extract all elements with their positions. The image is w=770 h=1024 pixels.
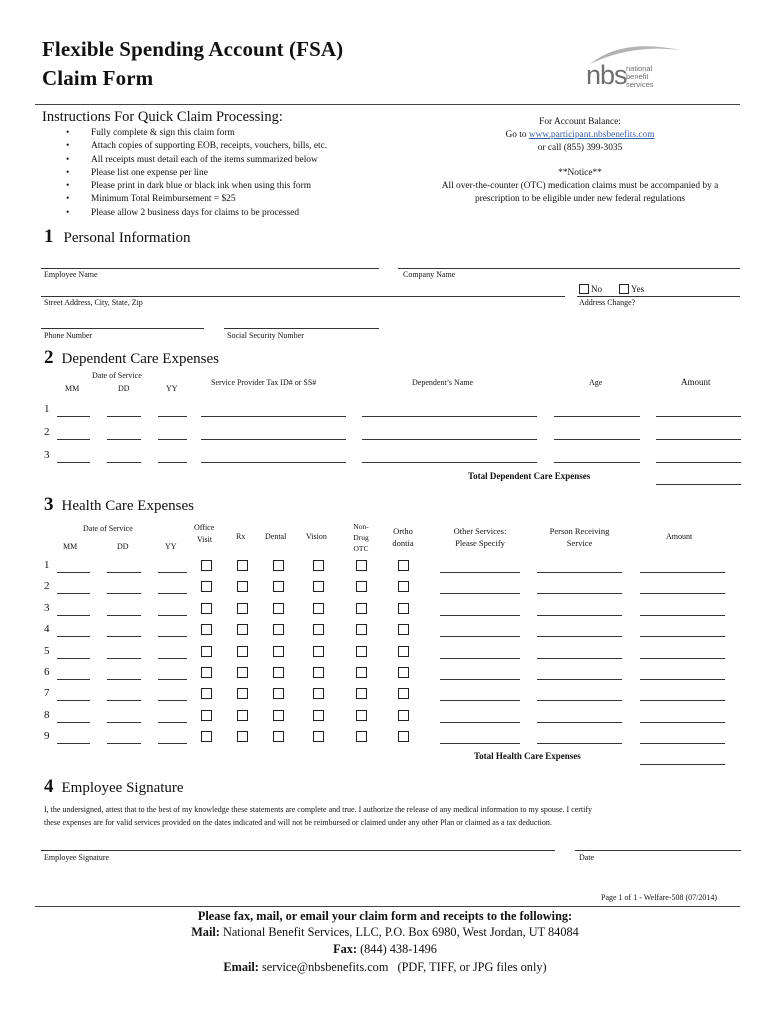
hc-amount-field[interactable] <box>640 615 725 616</box>
dep-yy-field[interactable] <box>158 439 187 440</box>
hc-person-receiving-label: Person Receiving <box>549 526 610 536</box>
hc-vision-checkbox[interactable] <box>313 603 324 614</box>
participant-portal-link[interactable]: www.participant.nbsbenefits.com <box>528 130 655 140</box>
instruction-item: • Attach copies of supporting EOB, receipts, vouchers, bills, etc. <box>62 140 327 153</box>
hc-amount-field[interactable] <box>640 593 725 594</box>
hc-amount-field[interactable] <box>640 679 725 680</box>
hc-amount-field[interactable] <box>640 658 725 659</box>
dep-age-field[interactable] <box>554 439 640 440</box>
hc-mm-field[interactable] <box>57 743 90 744</box>
dep-yy-field[interactable] <box>158 462 187 463</box>
hc-other-services-field[interactable] <box>440 722 520 723</box>
hc-person-receiving-field[interactable] <box>537 679 622 680</box>
row-number: 2 <box>44 580 50 593</box>
hc-person-receiving-field[interactable] <box>537 615 622 616</box>
attestation-line-1: I, the undersigned, attest that to the best of my knowledge these statements are complete and true. I authorize the release of any medical information to my spouse. I certify <box>44 805 593 814</box>
notice-line-1: All over-the-counter (OTC) medication claims must be accompanied by a <box>441 181 719 191</box>
dep-yy-header: YY <box>166 384 178 393</box>
hc-yy-field[interactable] <box>158 700 187 701</box>
hc-rx-checkbox[interactable] <box>237 646 248 657</box>
total-health-care-label: Total Health Care Expenses <box>474 751 581 761</box>
hc-other-services-field[interactable] <box>440 700 520 701</box>
header-divider <box>35 104 740 105</box>
dep-provider-field[interactable] <box>201 462 346 463</box>
ssn-field[interactable] <box>224 328 379 329</box>
hc-rx-header: Rx <box>236 532 246 541</box>
hc-dd-field[interactable] <box>107 743 141 744</box>
hc-rx-checkbox[interactable] <box>237 667 248 678</box>
hc-other-services-field[interactable] <box>440 636 520 637</box>
dep-mm-field[interactable] <box>57 462 90 463</box>
hc-other-services-field[interactable] <box>440 593 520 594</box>
company-name-field[interactable] <box>398 268 740 269</box>
employee-signature-label: Employee Signature <box>44 853 110 862</box>
hc-office-visit-checkbox[interactable] <box>201 646 212 657</box>
hc-other-services-field[interactable] <box>440 679 520 680</box>
phone-number-field[interactable] <box>41 328 204 329</box>
instruction-item: • Minimum Total Reimbursement = $25 <box>62 193 327 206</box>
hc-person-receiving-field[interactable] <box>537 722 622 723</box>
section-4-title: Employee Signature <box>61 780 184 796</box>
address-change-underline <box>577 296 740 297</box>
hc-mm-field[interactable] <box>57 636 90 637</box>
address-change-yes-checkbox[interactable] <box>619 284 629 294</box>
mail-address: National Benefit Services, LLC, P.O. Box 6980, West Jordan, UT 84084 <box>222 925 579 939</box>
page-number: Page 1 of 1 - Welfare-508 (07/2014) <box>601 893 718 902</box>
hc-person-receiving-field[interactable] <box>537 636 622 637</box>
section-4-heading <box>44 776 184 798</box>
section-3-title: Health Care Expenses <box>61 498 194 514</box>
hc-yy-field[interactable] <box>158 615 187 616</box>
hc-person-receiving-field[interactable] <box>537 572 622 573</box>
hc-non-drug-otc-checkbox[interactable] <box>356 646 367 657</box>
hc-vision-checkbox[interactable] <box>313 581 324 592</box>
hc-dontia-label: dontia <box>392 538 414 548</box>
hc-ortho-label: Ortho <box>393 526 413 536</box>
signature-date-label: Date <box>579 853 595 862</box>
hc-person-receiving-field[interactable] <box>537 593 622 594</box>
hc-mm-field[interactable] <box>57 679 90 680</box>
hc-vision-checkbox[interactable] <box>313 667 324 678</box>
hc-vision-checkbox[interactable] <box>313 646 324 657</box>
dep-mm-field[interactable] <box>57 416 90 417</box>
hc-yy-header: YY <box>165 542 177 551</box>
hc-rx-checkbox[interactable] <box>237 710 248 721</box>
mail-label: Mail: <box>191 925 220 939</box>
instruction-item: • Please print in dark blue or black ink when using this form <box>62 180 327 193</box>
account-balance-phone: or call (855) 399-3035 <box>537 143 623 153</box>
section-2-number: 2 <box>44 347 54 368</box>
form-title: Flexible Spending Account (FSA) <box>42 37 344 61</box>
total-dependent-care-field[interactable] <box>656 484 741 485</box>
hc-non-drug-otc-header <box>350 521 372 554</box>
hc-dd-field[interactable] <box>107 636 141 637</box>
instruction-item: • All receipts must detail each of the items summarized below <box>62 154 327 167</box>
hc-vision-checkbox[interactable] <box>313 624 324 635</box>
dep-dependent-name-field[interactable] <box>362 462 537 463</box>
section-1-title: Personal Information <box>63 230 191 246</box>
hc-mm-field[interactable] <box>57 700 90 701</box>
fax-number: (844) 438-1496 <box>360 942 437 956</box>
footer-email-line <box>0 960 770 975</box>
hc-mm-field[interactable] <box>57 593 90 594</box>
hc-orthodontia-checkbox[interactable] <box>398 710 409 721</box>
hc-office-visit-checkbox[interactable] <box>201 710 212 721</box>
hc-amount-field[interactable] <box>640 636 725 637</box>
total-health-care-field[interactable] <box>640 764 725 765</box>
attestation-line-2: these expenses are for valid services provided on the dates indicated and will not be reimbursed or claimed under any other Plan or claimed as a tax deduction. <box>44 818 552 827</box>
street-address-label: Street Address, City, State, Zip <box>44 298 143 307</box>
hc-non-drug-otc-checkbox[interactable] <box>356 688 367 699</box>
hc-yy-field[interactable] <box>158 722 187 723</box>
hc-orthodontia-checkbox[interactable] <box>398 581 409 592</box>
section-4-number: 4 <box>44 776 54 797</box>
hc-person-receiving-header <box>537 525 622 549</box>
dep-provider-header: Service Provider Tax ID# or SS# <box>211 378 317 387</box>
ssn-label: Social Security Number <box>227 331 304 340</box>
hc-orthodontia-checkbox[interactable] <box>398 731 409 742</box>
instruction-item: • Please allow 2 business days for claims to be processed <box>62 207 327 220</box>
hc-dd-header: DD <box>117 542 129 551</box>
dep-amount-field[interactable] <box>656 462 741 463</box>
hc-office-visit-checkbox[interactable] <box>201 603 212 614</box>
hc-visit-header: Visit <box>197 535 213 544</box>
hc-orthodontia-checkbox[interactable] <box>398 688 409 699</box>
row-number: 5 <box>44 644 50 657</box>
hc-dental-checkbox[interactable] <box>273 560 284 571</box>
account-balance-title: For Account Balance: <box>539 117 621 127</box>
hc-amount-field[interactable] <box>640 722 725 723</box>
hc-office-visit-checkbox[interactable] <box>201 581 212 592</box>
section-3-number: 3 <box>44 494 54 515</box>
row-number: 3 <box>44 449 50 461</box>
employee-name-label: Employee Name <box>44 270 98 279</box>
hc-non-drug-otc-checkbox[interactable] <box>356 624 367 635</box>
hc-other-services-field[interactable] <box>440 572 520 573</box>
dep-dd-field[interactable] <box>107 462 141 463</box>
hc-dental-checkbox[interactable] <box>273 688 284 699</box>
hc-mm-field[interactable] <box>57 722 90 723</box>
hc-orthodontia-checkbox[interactable] <box>398 646 409 657</box>
street-address-field[interactable] <box>41 296 565 297</box>
hc-yy-field[interactable] <box>158 593 187 594</box>
logo-sub-national: national <box>626 64 653 73</box>
dep-age-header: Age <box>589 378 603 387</box>
hc-yy-field[interactable] <box>158 636 187 637</box>
hc-dd-field[interactable] <box>107 658 141 659</box>
hc-rx-checkbox[interactable] <box>237 688 248 699</box>
signature-date-field[interactable] <box>575 850 741 851</box>
account-balance <box>420 116 740 206</box>
section-1-heading <box>44 226 191 248</box>
section-2-title: Dependent Care Expenses <box>61 351 219 367</box>
logo-sub-benefit: benefit <box>626 72 649 81</box>
hc-office-visit-checkbox[interactable] <box>201 624 212 635</box>
hc-yy-field[interactable] <box>158 658 187 659</box>
hc-date-of-service-header: Date of Service <box>83 524 133 533</box>
address-change-label: Address Change? <box>579 298 636 307</box>
hc-other-services-field[interactable] <box>440 658 520 659</box>
company-name-label: Company Name <box>403 270 456 279</box>
hc-non-drug-otc-checkbox[interactable] <box>356 581 367 592</box>
dep-dd-field[interactable] <box>107 439 141 440</box>
hc-rx-checkbox[interactable] <box>237 560 248 571</box>
footer-mail-line <box>0 925 770 940</box>
hc-dental-checkbox[interactable] <box>273 667 284 678</box>
employee-name-field[interactable] <box>41 268 379 269</box>
row-number: 9 <box>44 730 50 743</box>
email-note: (PDF, TIFF, or JPG files only) <box>397 960 547 974</box>
dep-dependent-name-field[interactable] <box>362 439 537 440</box>
hc-amount-header: Amount <box>666 532 693 541</box>
hc-dental-checkbox[interactable] <box>273 581 284 592</box>
hc-rx-checkbox[interactable] <box>237 731 248 742</box>
hc-person-receiving-field[interactable] <box>537 658 622 659</box>
hc-vision-checkbox[interactable] <box>313 710 324 721</box>
row-number: 8 <box>44 708 50 721</box>
section-3-heading <box>44 494 194 516</box>
hc-dd-field[interactable] <box>107 593 141 594</box>
hc-dental-checkbox[interactable] <box>273 731 284 742</box>
hc-non-label: Non- <box>353 522 369 531</box>
hc-office-header: Office <box>194 523 215 532</box>
instruction-item: • Fully complete & sign this claim form <box>62 127 327 140</box>
notice-line-2: prescription to be eligible under new federal regulations <box>474 194 686 204</box>
row-number: 6 <box>44 666 50 678</box>
hc-vision-header: Vision <box>306 532 327 541</box>
dep-date-of-service-header: Date of Service <box>92 371 142 380</box>
hc-person-receiving-field[interactable] <box>537 700 622 701</box>
address-change-yes-label: Yes <box>631 284 645 294</box>
row-number: 1 <box>44 403 50 415</box>
dep-amount-field[interactable] <box>656 416 741 417</box>
hc-orthodontia-checkbox[interactable] <box>398 603 409 614</box>
address-change-no-checkbox[interactable] <box>579 284 589 294</box>
section-1-number: 1 <box>44 226 54 247</box>
hc-amount-field[interactable] <box>640 572 725 573</box>
hc-person-receiving-field[interactable] <box>537 743 622 744</box>
hc-vision-checkbox[interactable] <box>313 688 324 699</box>
dep-age-field[interactable] <box>554 416 640 417</box>
fax-label: Fax: <box>333 942 357 956</box>
hc-vision-checkbox[interactable] <box>313 731 324 742</box>
total-dependent-care-label: Total Dependent Care Expenses <box>468 471 591 481</box>
hc-non-drug-otc-checkbox[interactable] <box>356 603 367 614</box>
row-number: 7 <box>44 687 50 700</box>
row-number: 3 <box>44 601 50 614</box>
hc-mm-field[interactable] <box>57 572 90 573</box>
dep-dependent-header: Dependent’s Name <box>412 378 474 387</box>
hc-other-services-field[interactable] <box>440 743 520 744</box>
instruction-item: • Please list one expense per line <box>62 167 327 180</box>
dep-amount-field[interactable] <box>656 439 741 440</box>
hc-non-drug-otc-checkbox[interactable] <box>356 667 367 678</box>
row-number: 4 <box>44 623 50 636</box>
hc-dental-checkbox[interactable] <box>273 710 284 721</box>
hc-other-services-header <box>440 525 520 549</box>
hc-orthodontia-checkbox[interactable] <box>398 667 409 678</box>
hc-non-drug-otc-checkbox[interactable] <box>356 731 367 742</box>
hc-office-visit-checkbox[interactable] <box>201 667 212 678</box>
address-change-no-label: No <box>591 284 602 294</box>
hc-dd-field[interactable] <box>107 679 141 680</box>
hc-amount-field[interactable] <box>640 700 725 701</box>
dep-dd-field[interactable] <box>107 416 141 417</box>
hc-yy-field[interactable] <box>158 743 187 744</box>
hc-drug-label: Drug <box>353 533 369 542</box>
hc-amount-field[interactable] <box>640 743 725 744</box>
form-subtitle: Claim Form <box>42 66 154 90</box>
hc-other-services-label: Other Services: <box>453 526 507 536</box>
dep-provider-field[interactable] <box>201 439 346 440</box>
dep-dependent-name-field[interactable] <box>362 416 537 417</box>
hc-dd-field[interactable] <box>107 700 141 701</box>
hc-dental-checkbox[interactable] <box>273 646 284 657</box>
notice-title: **Notice** <box>558 168 602 178</box>
hc-otc-label: OTC <box>353 544 369 553</box>
hc-orthodontia-header <box>388 525 418 549</box>
hc-yy-field[interactable] <box>158 572 187 573</box>
go-to-text: Go to <box>505 130 527 140</box>
hc-rx-checkbox[interactable] <box>237 581 248 592</box>
instructions-list <box>62 127 327 220</box>
nbs-logo <box>582 42 682 92</box>
hc-dd-field[interactable] <box>107 615 141 616</box>
footer-headline: Please fax, mail, or email your claim form and receipts to the following: <box>197 909 573 923</box>
hc-office-visit-checkbox[interactable] <box>201 560 212 571</box>
hc-dd-field[interactable] <box>107 572 141 573</box>
hc-dental-checkbox[interactable] <box>273 624 284 635</box>
logo-sub-services: services <box>626 80 654 89</box>
logo-text: nbs <box>586 60 627 90</box>
hc-mm-header: MM <box>63 542 78 551</box>
dep-age-field[interactable] <box>554 462 640 463</box>
hc-dental-header: Dental <box>265 532 287 541</box>
hc-service-label: Service <box>566 538 593 548</box>
hc-office-visit-checkbox[interactable] <box>201 731 212 742</box>
email-address[interactable]: service@nbsbenefits.com <box>261 960 389 974</box>
hc-orthodontia-checkbox[interactable] <box>398 560 409 571</box>
footer-divider <box>35 906 740 907</box>
attestation-text <box>44 803 744 829</box>
hc-mm-field[interactable] <box>57 658 90 659</box>
footer-fax-line <box>0 942 770 957</box>
dep-yy-field[interactable] <box>158 416 187 417</box>
dep-dd-header: DD <box>118 384 130 393</box>
email-label: Email: <box>223 960 259 974</box>
hc-rx-checkbox[interactable] <box>237 603 248 614</box>
row-number: 1 <box>44 559 50 571</box>
hc-dental-checkbox[interactable] <box>273 603 284 614</box>
dep-amount-header: Amount <box>681 377 711 387</box>
hc-other-services-field[interactable] <box>440 615 520 616</box>
row-number: 2 <box>44 426 50 438</box>
account-balance-url-line <box>420 129 740 142</box>
hc-yy-field[interactable] <box>158 679 187 680</box>
hc-mm-field[interactable] <box>57 615 90 616</box>
employee-signature-field[interactable] <box>41 850 555 851</box>
instructions-title: Instructions For Quick Claim Processing: <box>42 109 283 125</box>
dep-provider-field[interactable] <box>201 416 346 417</box>
hc-vision-checkbox[interactable] <box>313 560 324 571</box>
phone-number-label: Phone Number <box>44 331 93 340</box>
hc-rx-checkbox[interactable] <box>237 624 248 635</box>
hc-please-specify-label: Please Specify <box>455 538 505 548</box>
hc-non-drug-otc-checkbox[interactable] <box>356 560 367 571</box>
dep-mm-field[interactable] <box>57 439 90 440</box>
hc-office-visit-checkbox[interactable] <box>201 688 212 699</box>
hc-orthodontia-checkbox[interactable] <box>398 624 409 635</box>
dep-mm-header: MM <box>65 384 80 393</box>
hc-dd-field[interactable] <box>107 722 141 723</box>
hc-non-drug-otc-checkbox[interactable] <box>356 710 367 721</box>
section-2-heading <box>44 347 219 369</box>
